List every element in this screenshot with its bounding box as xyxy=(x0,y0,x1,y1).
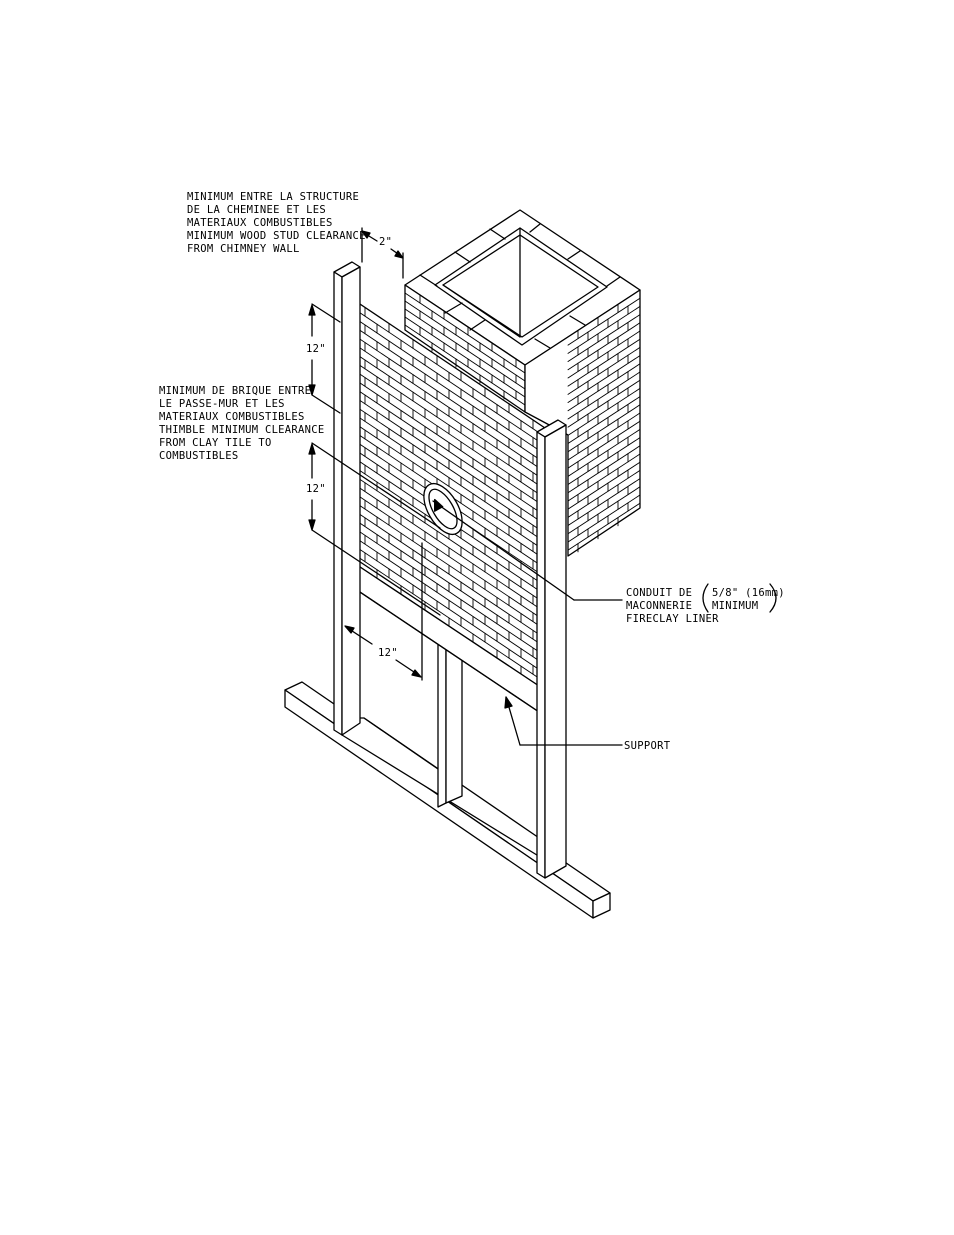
label-liner-spec-1: 5/8" (16mm) xyxy=(712,587,785,599)
label-liner-spec-2: MINIMUM xyxy=(712,600,759,612)
label-thimble-line-6: COMBUSTIBLES xyxy=(159,450,239,462)
label-thimble-line-4: THIMBLE MINIMUM CLEARANCE xyxy=(159,424,325,436)
right-stud xyxy=(537,420,566,878)
label-thimble-line-1: MINIMUM DE BRIQUE ENTRE xyxy=(159,385,312,397)
dim-stud-gap xyxy=(362,228,403,278)
dim-upper-vertical-label: 12" xyxy=(306,343,326,355)
label-liner-line-3: FIRECLAY LINER xyxy=(626,613,719,625)
label-top-line-1: MINIMUM ENTRE LA STRUCTURE xyxy=(187,191,360,203)
label-thimble-line-3: MATERIAUX COMBUSTIBLES xyxy=(159,411,305,423)
middle-stud xyxy=(438,636,462,807)
label-thimble-line-5: FROM CLAY TILE TO xyxy=(159,437,272,449)
dim-horizontal-label: 12" xyxy=(378,647,398,659)
left-stud xyxy=(334,262,360,735)
label-top-line-5: FROM CHIMNEY WALL xyxy=(187,243,300,255)
label-top-line-4: MINIMUM WOOD STUD CLEARANCE xyxy=(187,230,366,242)
label-liner xyxy=(626,587,785,625)
label-liner-line-1: CONDUIT DE xyxy=(626,587,693,599)
dim-stud-gap-label: 2" xyxy=(379,236,393,248)
label-top-line-3: MATERIAUX COMBUSTIBLES xyxy=(187,217,333,229)
label-thimble-line-2: LE PASSE-MUR ET LES xyxy=(159,398,285,410)
label-top-clearance xyxy=(187,191,366,255)
label-support: SUPPORT xyxy=(624,740,671,752)
label-thimble-clearance xyxy=(159,385,325,462)
label-top-line-2: DE LA CHEMINEE ET LES xyxy=(187,204,327,216)
dim-lower-vertical-label: 12" xyxy=(306,483,326,495)
label-liner-line-2: MACONNERIE xyxy=(626,600,693,612)
